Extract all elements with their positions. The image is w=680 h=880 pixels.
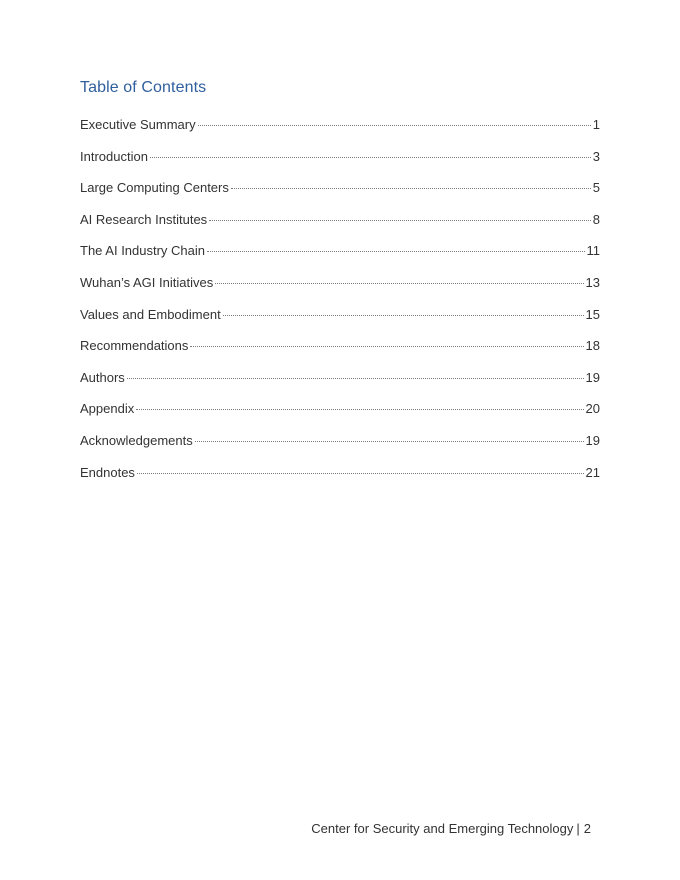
- toc-entry-label: Recommendations: [80, 338, 189, 354]
- toc-entry-label: Authors: [80, 369, 125, 385]
- toc-entry-wuhan-agi-initiatives[interactable]: [80, 275, 600, 307]
- toc-entry-label: Acknowledgements: [80, 432, 193, 448]
- dot-leader: [215, 283, 583, 284]
- dot-leader: [137, 473, 584, 474]
- dot-leader: [190, 346, 583, 347]
- dot-leader: [127, 378, 584, 379]
- toc-entry-label: The AI Industry Chain: [80, 243, 206, 259]
- dot-leader: [198, 125, 591, 126]
- footer-organization: Center for Security and Emerging Technology: [311, 821, 574, 836]
- toc-entry-values-and-embodiment[interactable]: [80, 307, 600, 339]
- toc-entry-introduction[interactable]: [80, 149, 600, 181]
- toc-entry-page: 20: [585, 401, 600, 417]
- toc-entry-authors[interactable]: [80, 370, 600, 402]
- toc-entry-label: Introduction: [80, 148, 148, 164]
- footer-separator: |: [576, 821, 580, 836]
- dot-leader: [136, 409, 583, 410]
- dot-leader: [223, 315, 584, 316]
- toc-heading: Table of Contents: [80, 79, 207, 96]
- toc-list: [80, 117, 600, 496]
- toc-entry-page: 11: [586, 243, 600, 259]
- toc-entry-page: 1: [592, 117, 600, 132]
- toc-entry-recommendations[interactable]: [80, 338, 600, 370]
- dot-leader: [209, 220, 591, 221]
- page-footer: [311, 821, 591, 836]
- toc-entry-endnotes[interactable]: [80, 465, 600, 497]
- toc-entry-page: 21: [585, 464, 600, 480]
- dot-leader: [150, 157, 591, 158]
- toc-entry-label: Large Computing Centers: [80, 180, 229, 196]
- toc-entry-page: 15: [585, 306, 600, 322]
- toc-entry-page: 8: [592, 211, 600, 227]
- footer-page-number: 2: [583, 821, 591, 836]
- toc-entry-page: 18: [585, 338, 600, 354]
- dot-leader: [231, 188, 591, 189]
- toc-entry-label: Values and Embodiment: [80, 306, 221, 322]
- toc-entry-appendix[interactable]: [80, 401, 600, 433]
- toc-entry-label: Wuhan’s AGI Initiatives: [80, 274, 214, 290]
- toc-entry-ai-industry-chain[interactable]: [80, 243, 600, 275]
- toc-entry-label: Endnotes: [80, 464, 135, 480]
- toc-entry-ai-research-institutes[interactable]: [80, 212, 600, 244]
- toc-entry-page: 19: [585, 432, 600, 448]
- toc-entry-executive-summary[interactable]: [80, 117, 600, 149]
- toc-entry-page: 19: [585, 369, 600, 385]
- toc-entry-page: 13: [585, 274, 600, 290]
- toc-entry-label: Executive Summary: [80, 117, 196, 132]
- toc-entry-label: AI Research Institutes: [80, 211, 208, 227]
- toc-entry-label: Appendix: [80, 401, 135, 417]
- dot-leader: [195, 441, 584, 442]
- dot-leader: [207, 251, 584, 252]
- toc-entry-large-computing-centers[interactable]: [80, 180, 600, 212]
- toc-entry-page: 5: [592, 180, 600, 196]
- toc-entry-page: 3: [592, 148, 600, 164]
- toc-entry-acknowledgements[interactable]: [80, 433, 600, 465]
